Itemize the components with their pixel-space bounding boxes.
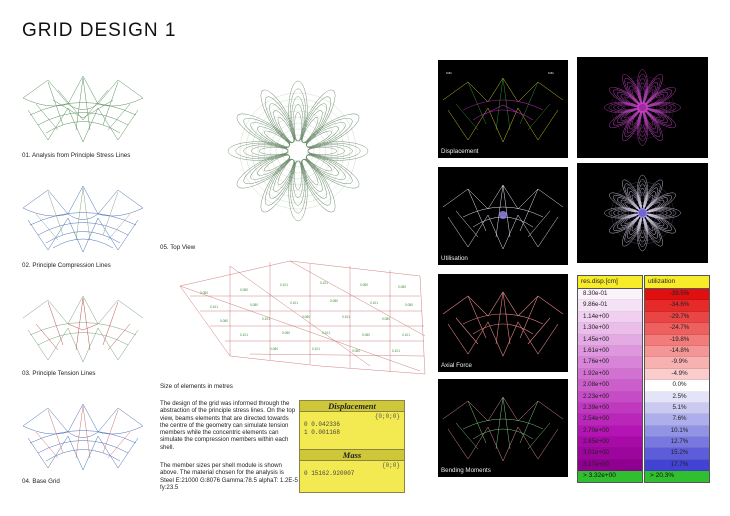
displacement-legend-row: 3.01e+00: [578, 448, 642, 459]
displacement-legend-row: 2.54e+00: [578, 414, 642, 425]
utilization-legend-row: 2.5%: [645, 392, 709, 403]
caption-bending-moments: Bending Moments: [441, 467, 491, 474]
caption-stress-lines: 01. Analysis from Principle Stress Lines: [22, 152, 131, 159]
svg-text:0.101: 0.101: [320, 281, 328, 285]
svg-text:0.101: 0.101: [370, 301, 378, 305]
petal-ring: [294, 112, 301, 141]
petal-ring: [244, 145, 288, 158]
displacement-row: 0 0.042336: [304, 421, 341, 428]
mass-panel: [299, 449, 405, 493]
svg-text:0.080: 0.080: [282, 331, 290, 335]
caption-axial-force: Axial Force: [441, 362, 472, 369]
concentric-ring: [252, 105, 344, 197]
element-sizes-view: [170, 256, 432, 380]
base-grid-view: [18, 398, 148, 476]
svg-text:0.81: 0.81: [548, 71, 554, 75]
svg-text:0.080: 0.080: [405, 303, 413, 307]
compression-lines-view: [18, 180, 148, 258]
displacement-legend-row: 1.30e+00: [578, 323, 642, 334]
displacement-legend-row: 1.45e+00: [578, 335, 642, 346]
svg-text:0.080: 0.080: [362, 333, 370, 337]
svg-text:0.101: 0.101: [342, 315, 350, 319]
utilization-legend-row: -34.6%: [645, 300, 709, 311]
svg-text:0.080: 0.080: [382, 317, 390, 321]
svg-text:0.080: 0.080: [330, 299, 338, 303]
concentric-ring: [264, 117, 332, 185]
caption-displacement: Displacement: [441, 148, 479, 155]
svg-text:0.080: 0.080: [360, 283, 368, 287]
displacement-legend-row: 1.92e+00: [578, 369, 642, 380]
concentric-ring: [282, 135, 314, 167]
displacement-panel-path: {0;0;0}: [374, 413, 400, 420]
page-title: GRID DESIGN 1: [22, 20, 177, 41]
caption-tension: 03. Principle Tension Lines: [22, 370, 96, 377]
svg-text:0.101: 0.101: [262, 317, 270, 321]
svg-text:0.101: 0.101: [210, 305, 218, 309]
svg-text:0.101: 0.101: [240, 333, 248, 337]
petal-ring: [308, 145, 352, 158]
petal-ring: [292, 161, 305, 205]
caption-top-view: 05. Top View: [160, 244, 196, 251]
petal-ring: [294, 161, 301, 190]
displacement-legend-row: 3.17e+00: [578, 460, 642, 471]
caption-utilisation: Utilisation: [441, 255, 468, 262]
utilization-legend-row: -19.8%: [645, 335, 709, 346]
mass-panel-path: {0;0}: [381, 462, 400, 469]
caption-element-sizes: Size of elements in metres: [160, 383, 233, 390]
description-paragraph-2: The member sizes per shell module is shown above. The material chosen for the analysis is Steel E:21000 G:8076 Gamma:78.5 alphaT: 1.2E-5 fy:23.5: [160, 462, 298, 491]
utilization-legend-row: -9.9%: [645, 357, 709, 368]
mass-row: 0 15162.920007: [304, 470, 355, 477]
utilization-legend-row: 17.7%: [645, 460, 709, 471]
top-view-flower: [205, 58, 391, 244]
utilization-legend-row: 0.0%: [645, 380, 709, 391]
displacement-row: 1 0.001168: [304, 429, 341, 436]
utilization-legend-row: -14.8%: [645, 346, 709, 357]
utilization-legend-row: -24.7%: [645, 323, 709, 334]
petal-ring: [639, 217, 646, 242]
svg-text:0.080: 0.080: [240, 288, 248, 292]
concentric-ring: [246, 99, 350, 203]
utilization-legend-row: 10.1%: [645, 426, 709, 437]
svg-text:0.101: 0.101: [402, 333, 410, 337]
displacement-legend-row: 8.30e-01: [578, 289, 642, 300]
petal-ring: [647, 209, 672, 216]
concentric-ring: [240, 93, 356, 209]
caption-base-grid: 04. Base Grid: [22, 478, 60, 485]
mass-panel-title: Mass: [300, 450, 404, 461]
displacement-legend-row: 2.85e+00: [578, 437, 642, 448]
utilization-legend-row: 12.7%: [645, 437, 709, 448]
svg-text:0.080: 0.080: [302, 315, 310, 319]
displacement-legend-footer: > 3.32e+00: [578, 471, 642, 481]
petal-ring: [639, 184, 646, 209]
svg-text:0.080: 0.080: [352, 349, 360, 353]
svg-text:0.81: 0.81: [446, 71, 452, 75]
concentric-ring: [276, 129, 320, 173]
utilization-legend-row: 5.1%: [645, 403, 709, 414]
utilization-legend-row: 15.2%: [645, 448, 709, 459]
concentric-ring: [288, 141, 308, 161]
bending-moments-image: [438, 379, 568, 477]
displacement-top-image: [577, 57, 708, 158]
svg-text:0.101: 0.101: [392, 349, 400, 353]
tension-lines-view: [18, 290, 148, 368]
displacement-legend-row: 1.61e+00: [578, 346, 642, 357]
utilization-legend-row: -29.7%: [645, 312, 709, 323]
displacement-legend-row: 2.08e+00: [578, 380, 642, 391]
utilization-legend: [644, 275, 710, 483]
svg-text:0.080: 0.080: [200, 291, 208, 295]
svg-text:0.080: 0.080: [220, 319, 228, 323]
svg-text:0.101: 0.101: [322, 331, 330, 335]
petal-ring: [292, 97, 305, 141]
caption-compression: 02. Principle Compression Lines: [22, 262, 111, 269]
displacement-image: [438, 60, 568, 158]
svg-text:0.080: 0.080: [270, 347, 278, 351]
displacement-legend-row: 2.39e+00: [578, 403, 642, 414]
petal-ring: [259, 147, 288, 154]
displacement-legend: [577, 275, 643, 483]
svg-text:0.080: 0.080: [398, 285, 406, 289]
utilization-legend-header: utilization: [645, 276, 709, 289]
displacement-legend-header: res.disp.[cm]: [578, 276, 642, 289]
petal-ring: [613, 209, 638, 216]
displacement-legend-row: 2.23e+00: [578, 392, 642, 403]
displacement-panel-title: Displacement: [300, 401, 404, 412]
stress-lines-view: [18, 70, 148, 148]
utilization-legend-row: 7.6%: [645, 414, 709, 425]
petal-ring: [308, 147, 337, 154]
description-paragraph-1: The design of the grid was informed through the abstraction of the principle stress lines. On the top view, beams elements that are directed towards the centre of the geometry can simulate tension members while the concentric elements can simulate the compression members within each shell.: [160, 400, 296, 451]
concentric-ring: [270, 123, 326, 179]
displacement-legend-row: 2.70e+00: [578, 426, 642, 437]
svg-text:0.101: 0.101: [290, 301, 298, 305]
axial-force-image: [438, 274, 568, 372]
utilization-legend-footer: > 20.3%: [645, 471, 709, 481]
utilization-legend-row: -39.5%: [645, 289, 709, 300]
displacement-legend-row: 9.86e-01: [578, 300, 642, 311]
svg-text:0.080: 0.080: [250, 303, 258, 307]
svg-text:0.101: 0.101: [312, 347, 320, 351]
utilization-legend-row: -4.9%: [645, 369, 709, 380]
displacement-legend-row: 1.76e+00: [578, 357, 642, 368]
displacement-panel: [299, 400, 405, 450]
displacement-legend-row: 1.14e+00: [578, 312, 642, 323]
utilisation-image: [438, 167, 568, 265]
svg-text:0.101: 0.101: [280, 283, 288, 287]
utilisation-top-image: [577, 163, 708, 263]
